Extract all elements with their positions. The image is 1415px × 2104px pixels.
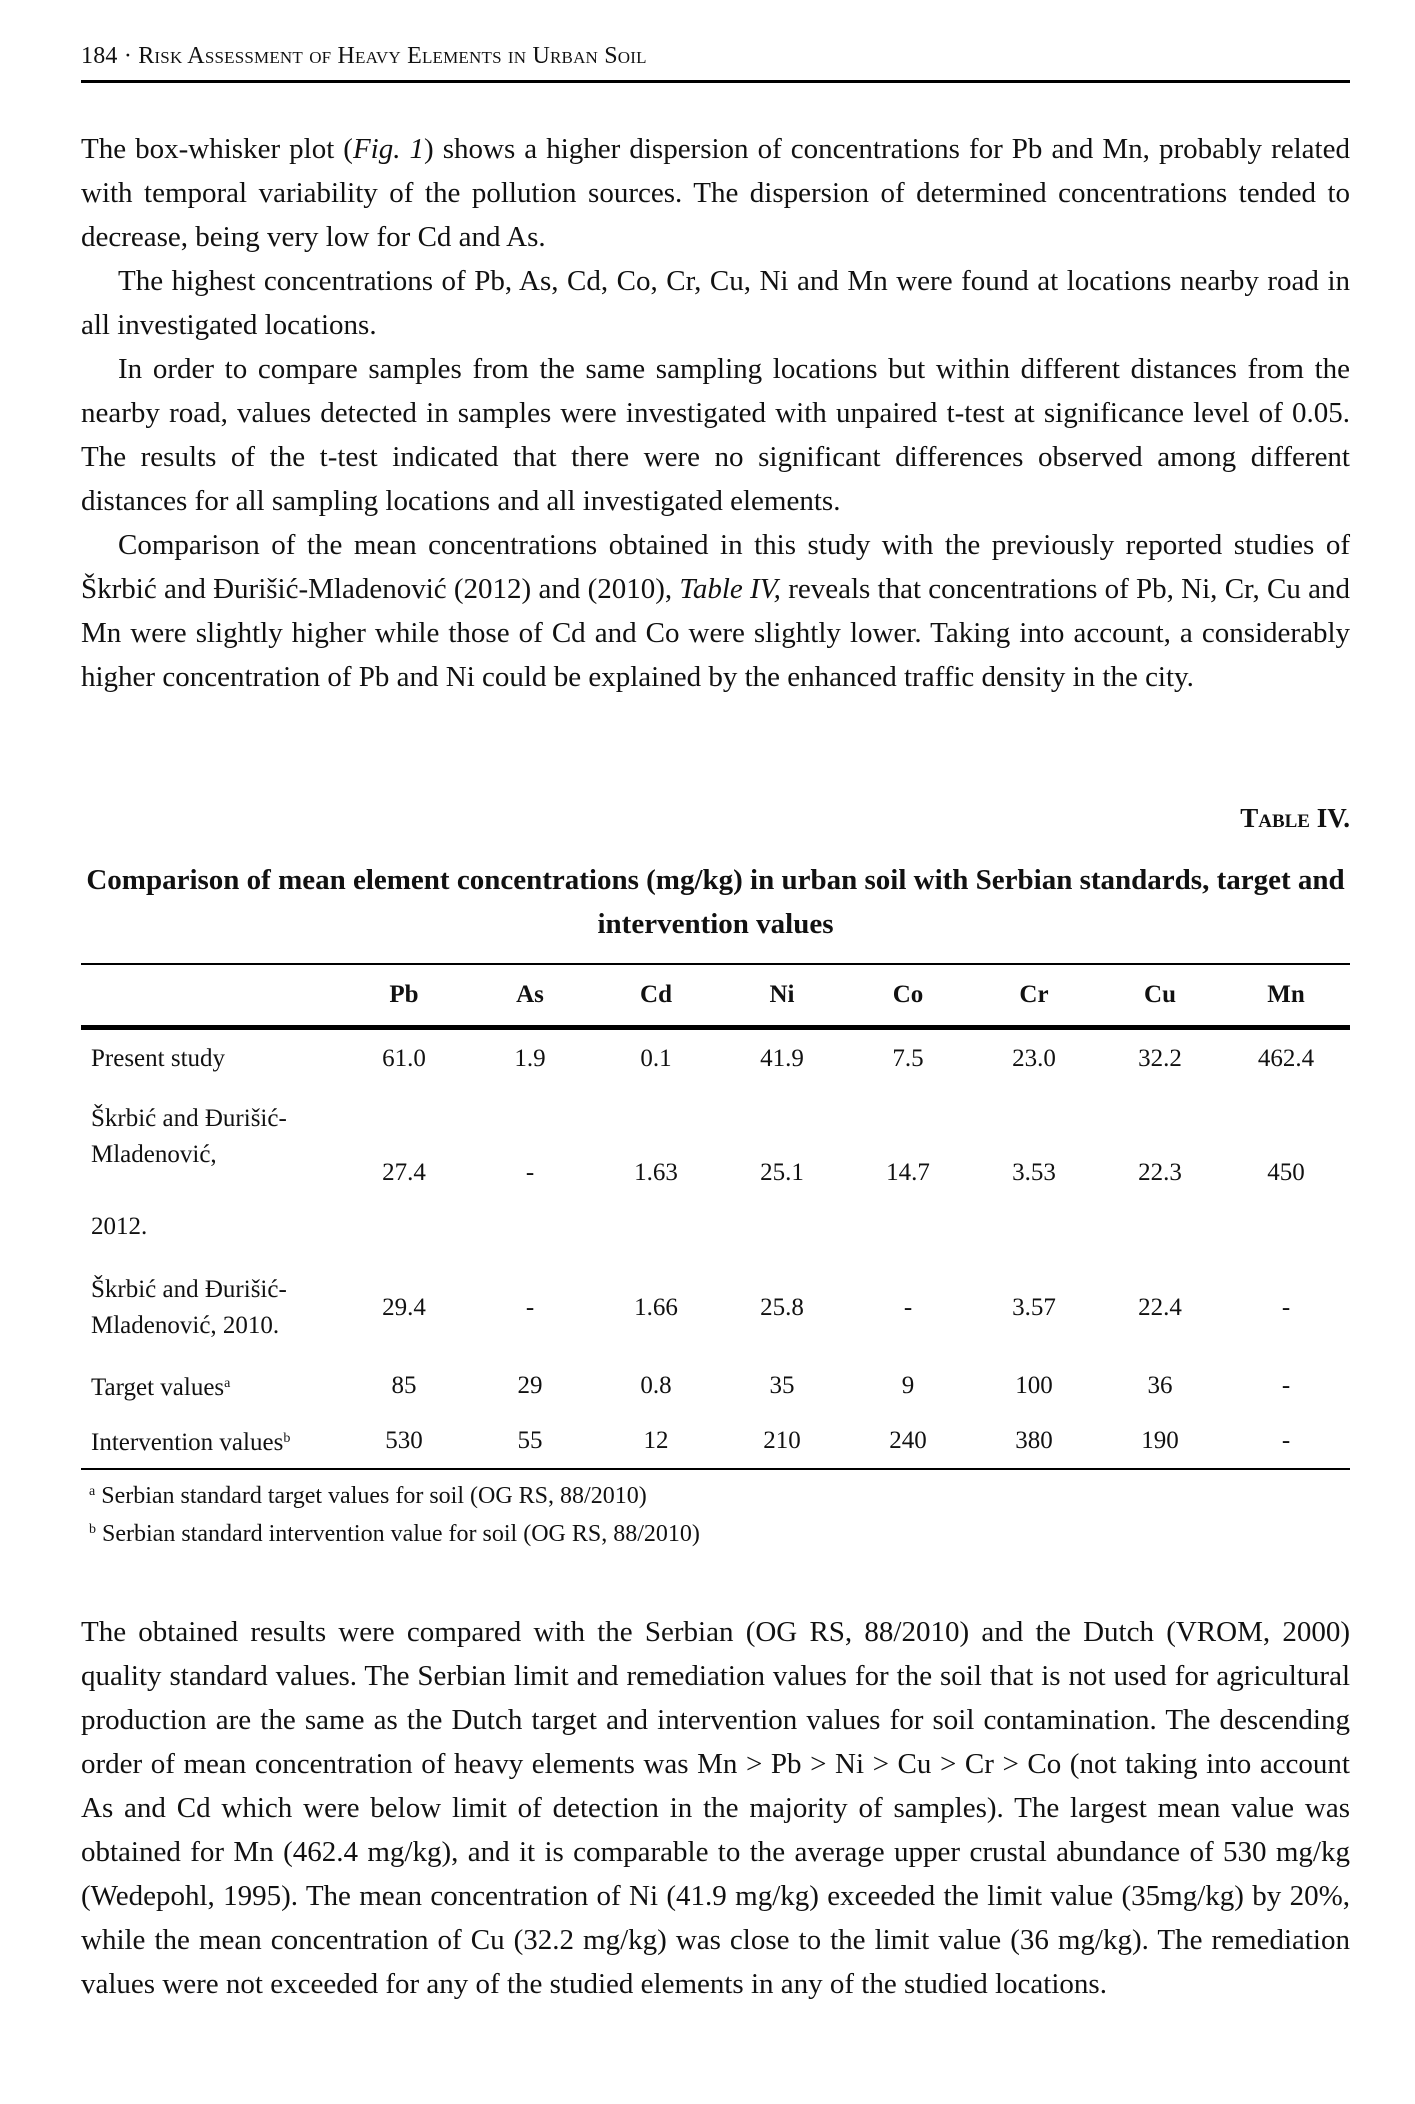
- footnote-text: Serbian standard intervention value for soil (OG RS, 88/2010): [102, 1521, 700, 1547]
- running-head: [81, 43, 647, 70]
- table-cell: 190: [1141, 1426, 1179, 1454]
- table-ref: Table IV,: [679, 573, 781, 605]
- table-cell: -: [1281, 1294, 1291, 1321]
- figure-ref: Fig. 1: [352, 133, 425, 165]
- row-label-line: Škrbić and Đurišić-: [91, 1276, 287, 1303]
- table-cell: 12: [643, 1426, 669, 1454]
- paragraph-4: [81, 523, 1350, 699]
- row-label: Present study: [91, 1045, 226, 1072]
- table-cell: 14.7: [886, 1159, 930, 1186]
- table-cell: 22.3: [1138, 1159, 1182, 1186]
- running-title: Risk Assessment of Heavy Elements in Urban Soil: [138, 43, 647, 69]
- table-cell: 530: [385, 1426, 423, 1454]
- table-cell: 240: [889, 1426, 927, 1454]
- data-table: [81, 963, 1350, 1470]
- header-cell-cu: Cu: [1144, 981, 1176, 1008]
- table-cell: 7.5: [892, 1045, 924, 1072]
- table-cell: 36: [1147, 1371, 1173, 1399]
- table-cell: 462.4: [1257, 1045, 1315, 1072]
- paragraph-3: In order to compare samples from the same sampling locations but within different distances from the nearby road, values detected in samples were investigated with unpaired t-test at significance level of 0.05. The results of the t-test indicated that there were no significant differences observed among different distances for all sampling locations and all investigated elements.: [81, 353, 1350, 517]
- footnote-marker: b: [89, 1522, 96, 1537]
- header-cell-as: As: [516, 981, 544, 1008]
- row-label-text: Intervention values: [91, 1428, 284, 1456]
- table-cell: 1.66: [634, 1294, 678, 1321]
- row-label-line: Škrbić and Đurišić-: [91, 1105, 287, 1132]
- table-footnote-b: [89, 1521, 700, 1548]
- table-cell: 25.1: [760, 1159, 804, 1186]
- table-cell: 55: [517, 1426, 543, 1454]
- paragraph-1: [81, 127, 1350, 259]
- table-row: [81, 1258, 1350, 1358]
- table-row: [81, 1030, 1350, 1088]
- row-label-text: Target values: [91, 1373, 225, 1401]
- separator: ·: [123, 43, 133, 69]
- body-text-top: [81, 127, 1350, 699]
- table-cell: 22.4: [1138, 1294, 1182, 1321]
- table-header-row: [81, 965, 1350, 1025]
- header-cell-cd: Cd: [640, 981, 672, 1008]
- row-label-spacer: [91, 1173, 341, 1209]
- paragraph-2: The highest concentrations of Pb, As, Cd, Co, Cr, Cu, Ni and Mn were found at locations nearby road in all investigated locations.: [81, 265, 1350, 341]
- table-cell: -: [903, 1294, 913, 1321]
- table-cell: -: [1281, 1426, 1291, 1454]
- table-bottom-rule: [81, 1468, 1350, 1470]
- page-number: 184: [81, 43, 118, 69]
- table-cell: 0.8: [640, 1371, 672, 1399]
- row-label-line: Mladenović, 2010.: [91, 1312, 280, 1339]
- header-cell-cr: Cr: [1019, 981, 1049, 1008]
- row-label-line: Mladenović,: [91, 1141, 217, 1168]
- row-label: [81, 1421, 341, 1461]
- table-cell: 1.63: [634, 1159, 678, 1186]
- table-cell: 0.1: [640, 1045, 672, 1072]
- table-cell: 27.4: [382, 1159, 426, 1186]
- table-cell: 35: [769, 1371, 795, 1399]
- table-row: [81, 1358, 1350, 1413]
- row-label: [81, 1101, 341, 1245]
- text-run: ) shows a higher dispersion of concentrations for Pb and Mn, probably related with temporal variability of the pollution sources. The dispersion of determined concentrations tended to decrease, being very low for Cd and As.: [81, 133, 1350, 253]
- header-cell-ni: Ni: [769, 981, 795, 1008]
- text-run: reveals that concentrations of Pb, Ni, Cr, Cu and Mn were slightly higher while those of Cd and Co were slightly lower. Taking into account, a considerably higher concentration of Pb and Ni could be explained by the enhanced traffic density in the city.: [81, 573, 1350, 693]
- table-cell: 3.57: [1012, 1294, 1056, 1321]
- footnote-marker: a: [224, 1375, 231, 1391]
- table-cell: 3.53: [1012, 1159, 1056, 1186]
- table-row: [81, 1413, 1350, 1468]
- table-cell: 100: [1015, 1371, 1053, 1399]
- table-cell: -: [525, 1294, 535, 1321]
- table-caption: Comparison of mean element concentrations (mg/kg) in urban soil with Serbian standards, target and intervention values: [86, 864, 1345, 940]
- table-cell: 450: [1267, 1159, 1305, 1186]
- table-cell: 23.0: [1012, 1045, 1056, 1072]
- footnote-marker: b: [283, 1430, 291, 1446]
- body-text-bottom: [81, 1610, 1350, 2006]
- table-cell: -: [1281, 1371, 1291, 1399]
- text-run: Comparison of the mean concentrations obtained in this study with the previously reported studies of Škrbić and Đurišić-Mladenović (2012) and (2010),: [81, 529, 1350, 605]
- text-run: The box-whisker plot (: [81, 133, 353, 165]
- table-cell: 29.4: [382, 1294, 426, 1321]
- paragraph-5: The obtained results were compared with the Serbian (OG RS, 88/2010) and the Dutch (VROM, 2000) quality standard values. The Serbian limit and remediation values for the soil that is not used for agricultural production are the same as the Dutch target and intervention values for soil contamination. The descending order of mean concentration of heavy elements was Mn > Pb > Ni > Cu > Cr > Co (not taking into account As and Cd which were below limit of detection in the majority of samples). The largest mean value was obtained for Mn (462.4 mg/kg), and it is comparable to the average upper crustal abundance of 530 mg/kg (Wedepohl, 1995). The mean concentration of Ni (41.9 mg/kg) exceeded the limit value (35mg/kg) by 20%, while the mean concentration of Cu (32.2 mg/kg) was close to the limit value (36 mg/kg). The remediation values were not exceeded for any of the studied elements in any of the studied locations.: [81, 1616, 1350, 2000]
- table-cell: 380: [1015, 1426, 1053, 1454]
- table-cell: -: [525, 1159, 535, 1186]
- table-label: Table IV.: [1240, 803, 1350, 833]
- table-footnote-a: [89, 1483, 647, 1510]
- table-cell: 61.0: [382, 1045, 426, 1072]
- footnote-text: Serbian standard target values for soil (OG RS, 88/2010): [101, 1483, 647, 1509]
- row-label: [81, 1272, 341, 1344]
- table-cell: 25.8: [760, 1294, 804, 1321]
- row-label: [81, 1366, 341, 1406]
- table-cell: 29: [517, 1371, 543, 1399]
- footnote-marker: a: [89, 1484, 96, 1499]
- table-cell: 1.9: [514, 1045, 546, 1072]
- header-cell-pb: Pb: [389, 981, 419, 1008]
- table-cell: 85: [391, 1371, 417, 1399]
- table-cell: 32.2: [1138, 1045, 1182, 1072]
- header-rule: [81, 80, 1350, 83]
- table-cell: 210: [763, 1426, 801, 1454]
- row-label-line: 2012.: [91, 1213, 148, 1240]
- table-cell: 9: [901, 1371, 915, 1399]
- table-cell: 41.9: [760, 1045, 804, 1072]
- header-cell-mn: Mn: [1267, 981, 1305, 1008]
- table-row: [81, 1088, 1350, 1258]
- header-cell-co: Co: [892, 981, 924, 1008]
